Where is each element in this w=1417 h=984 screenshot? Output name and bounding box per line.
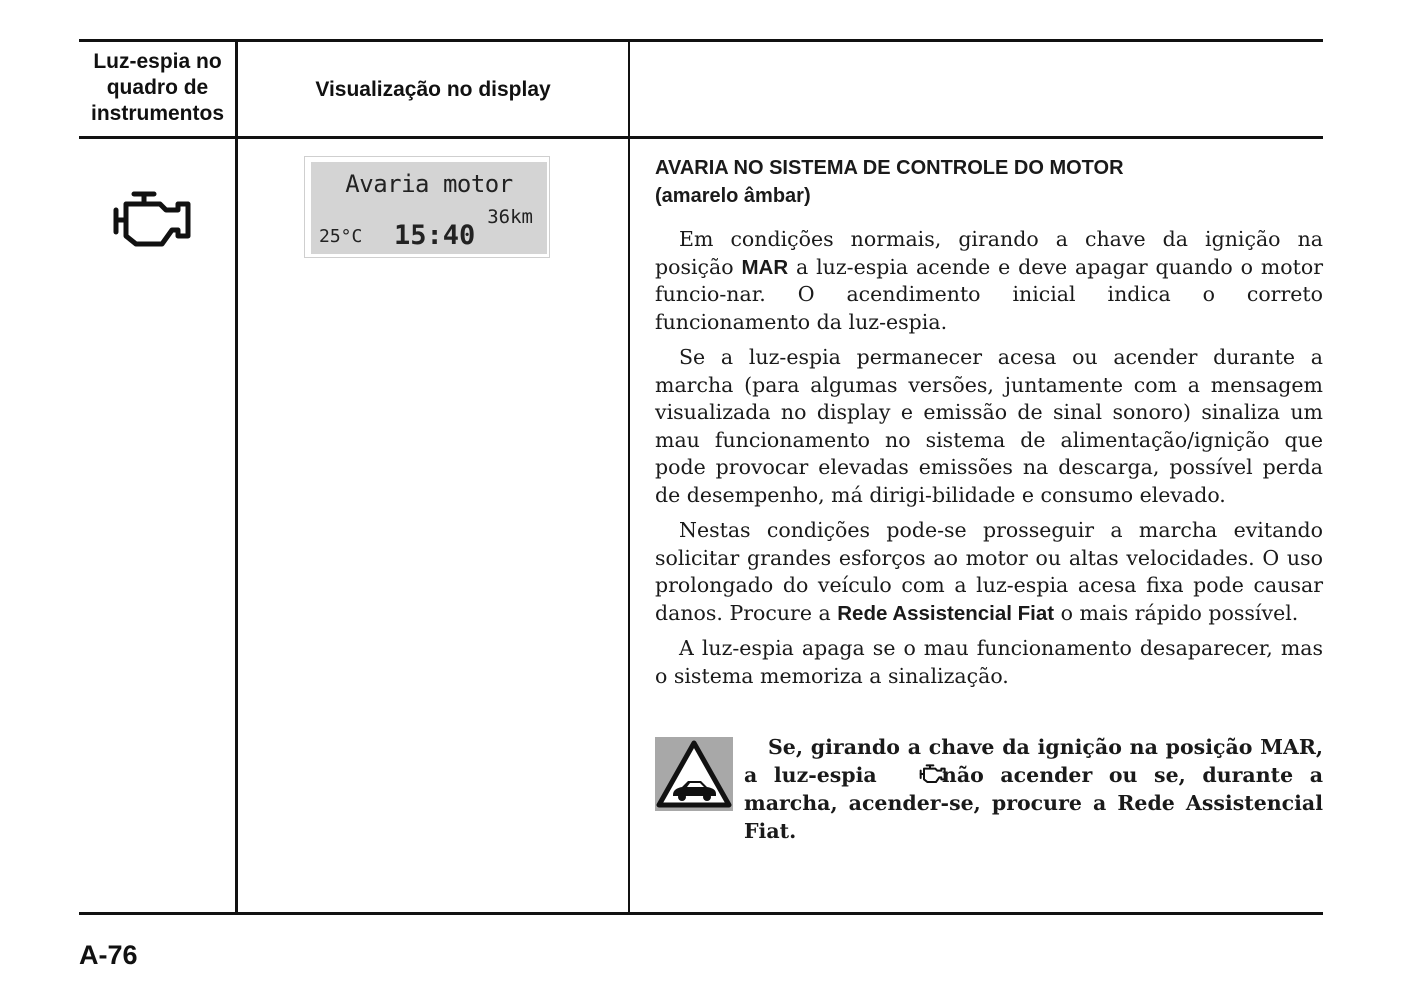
paragraph-3: Nestas condições pode-se prosseguir a marcha evitando solicitar grandes esforços ao motor ou altas velocidades. O uso prolongado do veículo com a luz-espia acesa fixa pode causar danos. Procure a Rede Assistencial Fiat o mais rápido possível.	[655, 518, 1323, 625]
bottom-rule	[79, 912, 1323, 915]
section-title-block	[655, 154, 1323, 210]
paragraph-2: Se a luz-espia permanecer acesa ou acender durante a marcha (para algumas versões, juntamente com a mensagem visualizada no display e emissão de sinal sonoro) sinaliza um mau funcionamento no sistema de alimentação/ignição que pode provocar elevadas emissões na descarga, possível perda de desempenho, má dirigi-bilidade e consumo elevado.	[655, 345, 1323, 507]
header-rule	[79, 136, 1323, 139]
warning-text: Se, girando a chave da ignição na posição MAR, a luz-espia não acender ou se, durante a marcha, acender-se, procure a Rede Assistencial Fiat.	[744, 735, 1323, 843]
header-warning-light: Luz-espia no quadro de instrumentos	[90, 50, 224, 125]
engine-check-icon	[893, 763, 925, 783]
display-time: 15:40	[394, 220, 476, 251]
header-display: Visualização no display	[315, 78, 551, 101]
display-screen	[304, 156, 550, 258]
paragraph-1: Em condições normais, girando a chave da ignição na posição MAR a luz-espia acende e deve apagar quando o motor funcio-nar. O acendimento inicial indica o correto funcionamento da luz-espia.	[655, 227, 1323, 334]
body-text	[655, 226, 1323, 690]
column-divider-2	[628, 39, 630, 915]
engine-check-icon	[112, 190, 194, 250]
warning-triangle-car-icon	[655, 737, 733, 811]
display-temperature: 25°C	[319, 226, 363, 247]
page-number: A-76	[79, 940, 138, 970]
top-rule	[79, 39, 1323, 42]
display-message: Avaria motor	[345, 170, 513, 198]
display-odometer: 36km	[487, 206, 533, 228]
column-divider-1	[235, 39, 238, 915]
paragraph-4: A luz-espia apaga se o mau funcionamento desaparecer, mas o sistema memoriza a sinalização.	[655, 636, 1323, 688]
section-subtitle: (amarelo âmbar)	[655, 185, 811, 207]
display-panel	[311, 162, 547, 254]
section-title: AVARIA NO SISTEMA DE CONTROLE DO MOTOR	[655, 157, 1124, 179]
